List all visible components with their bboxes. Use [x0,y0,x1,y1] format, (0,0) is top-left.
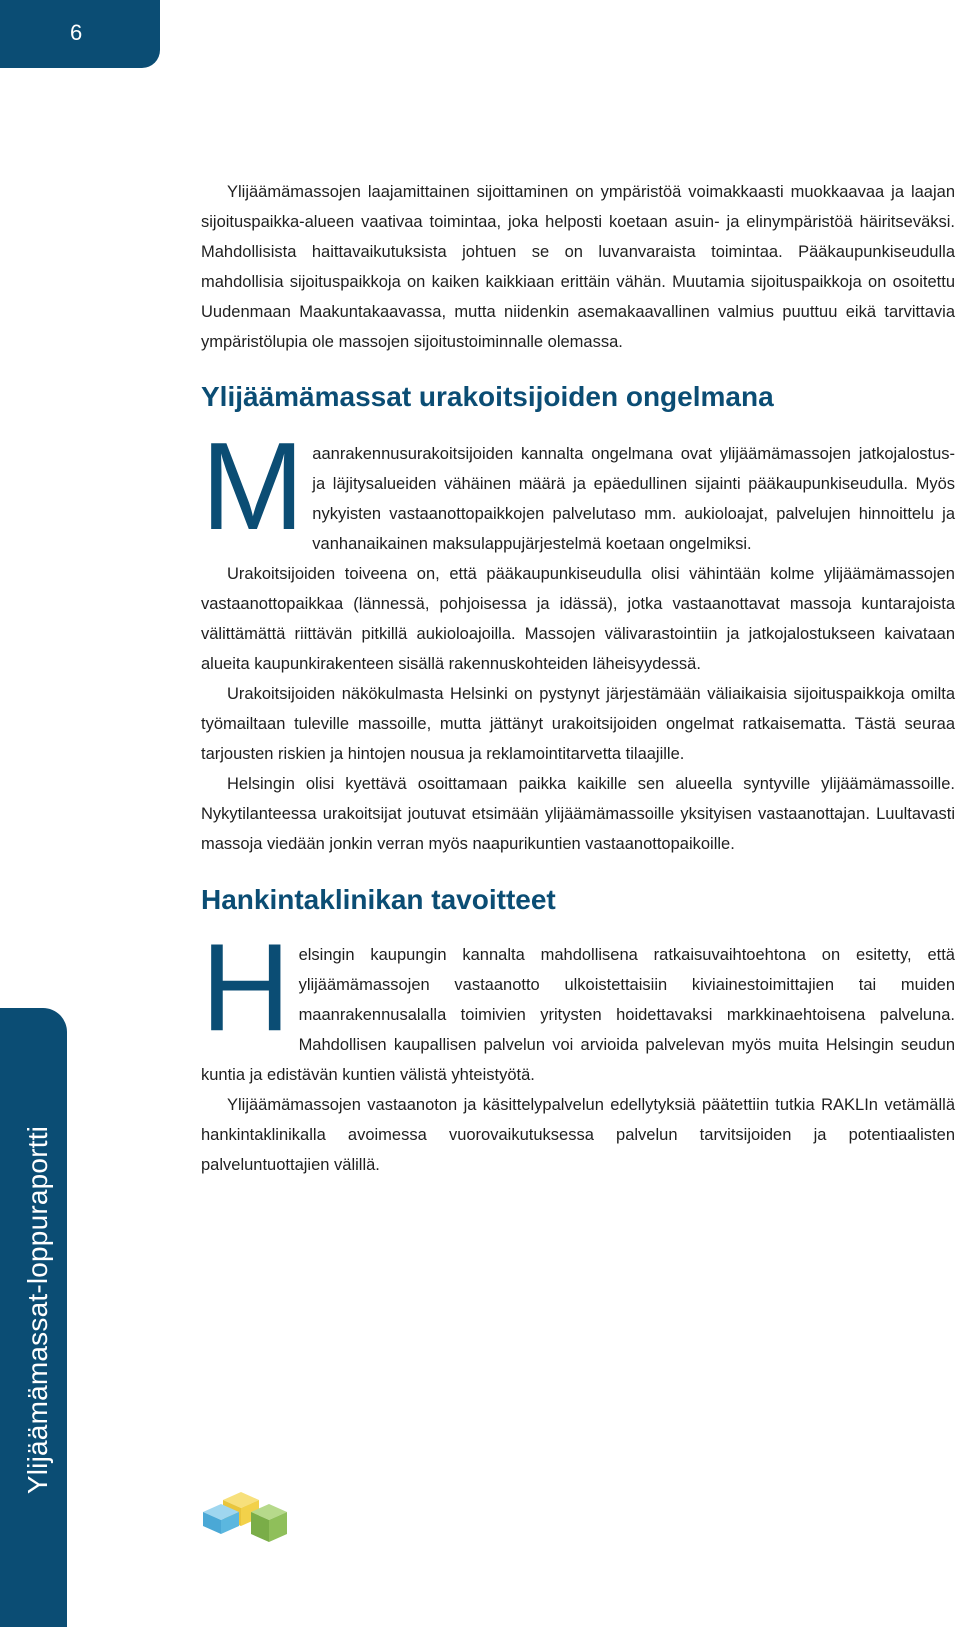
section-heading-contractors: Ylijäämämassat urakoitsijoiden ongelmana [201,381,774,412]
section-heading-goals: Hankintaklinikan tavoitteet [201,884,556,915]
dropcap-letter: M [201,418,305,556]
side-title-label: Ylijäämämassat-loppuraportti [22,1125,53,1495]
section1-paragraph: Helsingin olisi kyettävä osoittamaan paikka kaikille sen alueella syntyville ylijäämämassoille. Nykytilanteessa urakoitsijat joutuvat etsimään ylijäämämassoille yksityisen vastaanottajan. Luultavasti massoja viedään jonkin verran myös naapurikuntien vastaanottopaikoille. [201,775,955,853]
section1-lead-text: aanrakennusurakoitsijoiden kannalta ongelmana ovat ylijäämämassojen jatkojalostus- ja läjitysalueiden vähäinen määrä ja epäedullinen sijainti pääkaupunkiseudulla. Myös nykyisten vastaanottopaikkojen palvelutaso mm. aukioloajat, palvelujen hinnoittelu ja vanhanaikainen maksulappujärjestelmä koetaan ongelmiksi. [312,445,955,553]
page-body [201,177,955,1180]
page-number: 6 [70,20,83,45]
section1-lead-paragraph [201,418,955,559]
section1-paragraph: Urakoitsijoiden näkökulmasta Helsinki on pystynyt järjestämään väliaikaisia sijoituspaikkoja omilta työmailtaan tuleville massoille, mutta jättänyt urakoitsijoiden ongelmat ratkaisematta. Tästä seuraa tarjousten riskien ja hintojen nousua ja reklamointitarvetta tilaajille. [201,685,955,763]
stacked-cubes-logo-icon [201,1482,297,1546]
section2-lead-text: elsingin kaupungin kannalta mahdollisena ratkaisuvaihtoehtona on esitetty, että ylijäämämassojen vastaanotto ulkoistettaisiin kiviainestoimittajien tai muiden maanrakennusalalla toimivien yritysten hoidettavaksi markkinaehtoisena palveluna. Mahdollisen kaupallisen palvelun voi arvioida palvelevan myös muita Helsingin seudun kuntia ja edistävän kuntien välistä yhteistyötä. [201,946,955,1084]
page-number-tab [0,0,160,68]
section1-paragraph: Urakoitsijoiden toiveena on, että pääkaupunkiseudulla olisi vähintään kolme ylijäämämassojen vastaanottopaikkaa (lännessä, pohjoisessa ja idässä), jotka vastaanottavat massoja kuntarajoista välittämättä riittävän pitkillä aukioloajoilla. Massojen välivarastointiin ja jatkojalostukseen kaivataan alueita kaupunkirakenteen sisällä rakennuskohteiden läheisyydessä. [201,565,955,673]
dropcap-letter: H [201,919,291,1057]
section2-lead-paragraph [201,919,955,1090]
intro-paragraph: Ylijäämämassojen laajamittainen sijoittaminen on ympäristöä voimakkaasti muokkaavaa ja laajan sijoituspaikka-alueen vaativaa toimintaa, joka helposti koetaan asuin- ja elinympäristöä häiritseväksi. Mahdollisista haittavaikutuksista johtuen se on luvanvaraista toimintaa. Pääkaupunkiseudulla mahdollisia sijoituspaikkoja on kaiken kaikkiaan erittäin vähän. Muutamia sijoituspaikkoja on osoitettu Uudenmaan Maakuntakaavassa, mutta niidenkin asemakaavallinen valmius puuttuu eikä tarvittavia ympäristölupia ole massojen sijoitustoiminnalle olemassa. [201,183,955,351]
section2-paragraph: Ylijäämämassojen vastaanoton ja käsittelypalvelun edellytyksiä päätettiin tutkia RAKLIn vetämällä hankintaklinikalla avoimessa vuorovaikutuksessa palvelun tarvitsijoiden ja potentiaalisten palveluntuottajien välillä. [201,1096,955,1174]
